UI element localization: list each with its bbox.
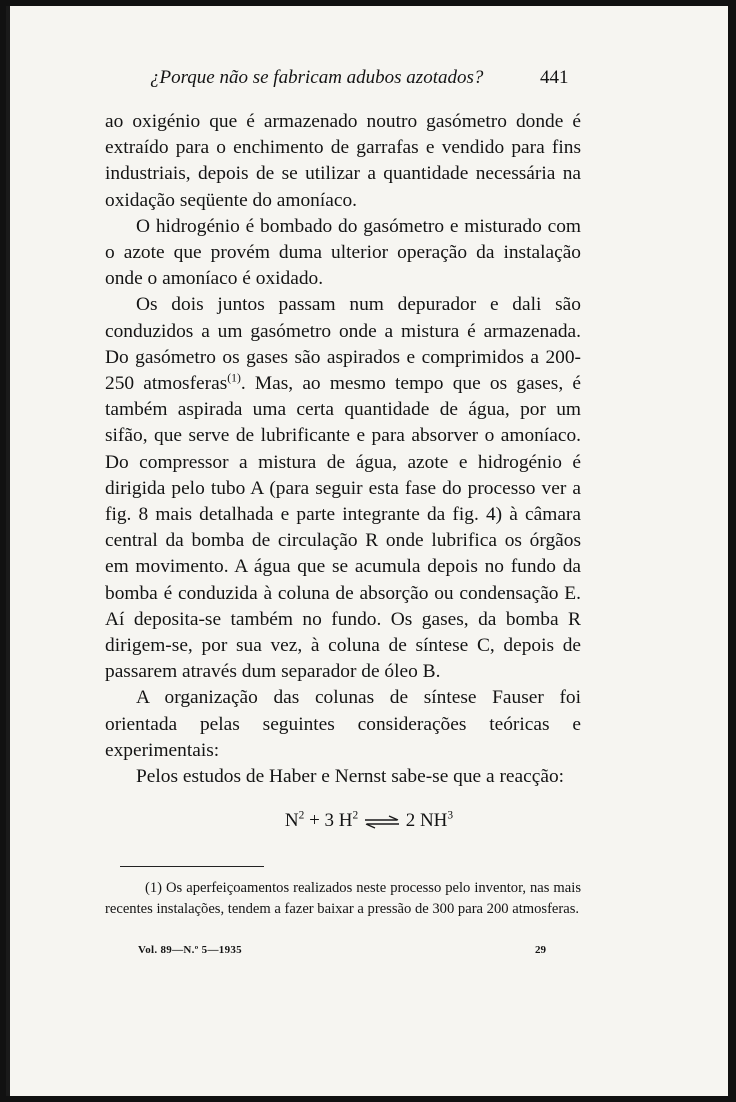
paragraph-2: O hidrogénio é bombado do gasómetro e misturado com o azote que provém duma ulterior operação da instalação onde o amoníaco é oxidado. — [105, 215, 581, 290]
document-page — [6, 6, 728, 1096]
volume-info: Vol. 89—N.º 5—1935 — [138, 944, 242, 956]
paragraph-5: Pelos estudos de Haber e Nernst sabe-se que a reacção: — [136, 766, 565, 788]
footnote-reference: (1) — [227, 371, 241, 385]
paragraph-4: A organização das colunas de síntese Fauser foi orientada pelas seguintes considerações teóricas e experimentais: — [105, 687, 581, 761]
footnote-marker: (1) — [145, 880, 163, 896]
formula-nh3: 2 $NH^3$ — [405, 809, 454, 831]
paragraph-3-before-ref: Os dois juntos passam num depurador e dali são conduzidos a um gasómetro onde a mistura é armazenada. Do gasómetro os gases são aspirados e comprimidos a 200-250 atmosferas — [105, 294, 581, 395]
signature-mark: 29 — [535, 944, 546, 956]
equilibrium-arrows-icon — [363, 815, 401, 829]
paragraph-1: ao oxigénio que é armazenado noutro gasómetro donde é extraído para o enchimento de garrafas e vendido para fins industriais, depois de se utilizar a quantidade necessária na oxidação seqüente do amoníaco. — [105, 111, 581, 211]
formula-n2: $N^2$ — [284, 809, 305, 831]
running-header — [10, 65, 728, 95]
paragraph-3 — [105, 292, 581, 685]
footnote — [105, 878, 581, 920]
formula-h2: + 3 $H^2$ — [309, 809, 359, 831]
paragraph-3-after-ref: . Mas, ao mesmo tempo que os gases, é também aspirada uma certa quantidade de água, por um sifão, que serve de lubrificante e para absorver o amoníaco. Do compressor a mistura de água, azote e hidrogénio é dirigida pelo tubo A (para seguir esta fase do processo ver a fig. 8 mais detalhada e parte integrante da fig. 4) à câmara central da bomba de circulação R onde lubrifica os órgãos em movimento. A água que se acumula depois no fundo da bomba é conduzida à coluna de absorção ou condensação E. Aí deposita-se também no fundo. Os gases, da bomba R dirigem-se, por sua vez, à coluna de síntese C, depois de passarem através dum separador de óleo B. — [105, 373, 581, 683]
page-number: 441 — [540, 67, 569, 88]
footnote-divider — [120, 866, 264, 867]
body-text — [105, 109, 581, 790]
running-title: ¿Porque não se fabricam adubos azotados? — [150, 67, 484, 88]
footnote-text: Os aperfeiçoamentos realizados neste processo pelo inventor, nas mais recentes instalações, tendem a fazer baixar a pressão de 300 para 200 atmosferas. — [105, 880, 581, 917]
chemical-equation — [10, 810, 728, 832]
